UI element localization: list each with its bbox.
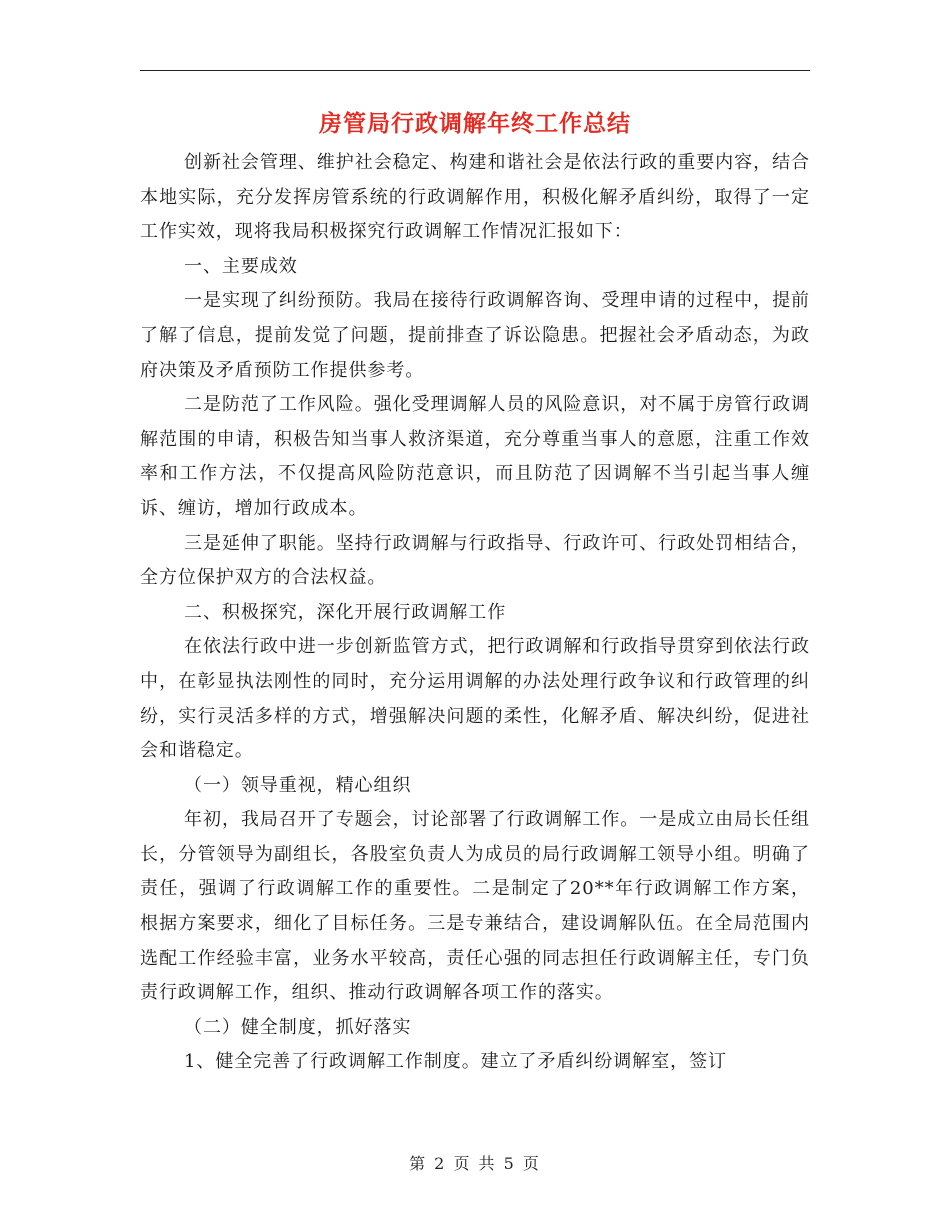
paragraph-risk-prevention: 二是防范了工作风险。强化受理调解人员的风险意识，对不属于房管行政调解范围的申请，积极告知当事人救济渠道，充分尊重当事人的意愿，注重工作效率和工作方法，不仅提高风险防范意识，而且防范了因调解不当引起当事人缠诉、缠访，增加行政成本。 bbox=[140, 394, 810, 519]
section-heading-active-exploration: 二、积极探究，深化开展行政调解工作 bbox=[184, 601, 507, 623]
intro-paragraph: 创新社会管理、维护社会稳定、构建和谐社会是依法行政的重要内容，结合本地实际，充分发挥房管系统的行政调解作用，积极化解矛盾纠纷，取得了一定工作实效，现将我局积极探究行政调解工作情况汇报如下： bbox=[140, 152, 810, 243]
document-title: 房管局行政调解年终工作总结 bbox=[319, 111, 631, 137]
paragraph-systems-details: 1、健全完善了行政调解工作制度。建立了矛盾纠纷调解室，签订 bbox=[184, 1051, 727, 1073]
subheading-leadership: （一）领导重视，精心组织 bbox=[184, 774, 412, 796]
document-body bbox=[140, 146, 810, 1080]
page-number-footer: 第 2 页 共 5 页 bbox=[409, 1154, 541, 1173]
paragraph-leadership-details: 年初，我局召开了专题会，讨论部署了行政调解工作。一是成立由局长任组长，分管领导为副组长，各股室负责人为成员的局行政调解工领导小组。明确了责任，强调了行政调解工作的重要性。二是制定了20**年行政调解工作方案，根据方案要求，细化了目标任务。三是专兼结合，建设调解队伍。在全局范围内选配工作经验丰富，业务水平较高，责任心强的同志担任行政调解主任，专门负责行政调解工作，组织、推动行政调解各项工作的落实。 bbox=[140, 809, 810, 1004]
paragraph-dispute-prevention: 一是实现了纠纷预防。我局在接待行政调解咨询、受理申请的过程中，提前了解了信息，提前发觉了问题，提前排查了诉讼隐患。把握社会矛盾动态，为政府决策及矛盾预防工作提供参考。 bbox=[140, 290, 810, 381]
section-heading-main-results: 一、主要成效 bbox=[184, 255, 298, 277]
header-rule bbox=[140, 70, 810, 71]
paragraph-supervision-innovation: 在依法行政中进一步创新监管方式，把行政调解和行政指导贯穿到依法行政中，在彰显执法刚性的同时，充分运用调解的办法处理行政争议和行政管理的纠纷，实行灵活多样的方式，增强解决问题的柔性，化解矛盾、解决纠纷，促进社会和谐稳定。 bbox=[140, 636, 810, 762]
subheading-systems: （二）健全制度，抓好落实 bbox=[184, 1016, 412, 1038]
paragraph-function-extension: 三是延伸了职能。坚持行政调解与行政指导、行政许可、行政处罚相结合，全方位保护双方的合法权益。 bbox=[140, 532, 810, 589]
